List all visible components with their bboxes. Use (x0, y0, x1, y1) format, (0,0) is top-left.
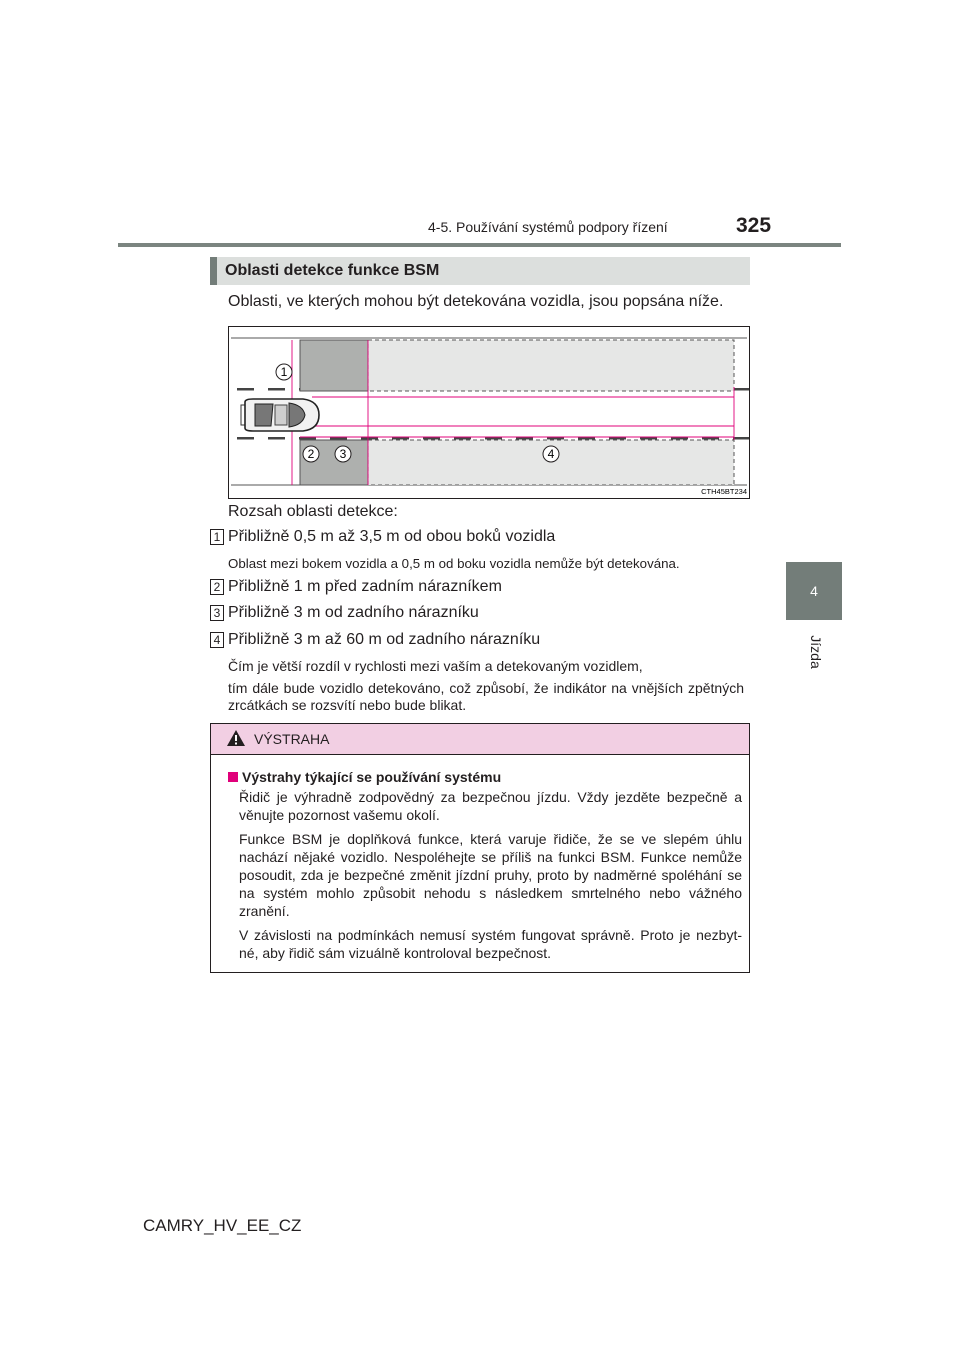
item-number-2: 2 (210, 579, 224, 595)
warning-box (210, 723, 750, 973)
item-number-4: 4 (210, 632, 224, 648)
item-note-4b: tím dále bude vozidlo detekováno, což způsobí, že indikátor na vnějších zpětných zrcátkách se rozsvítí nebo bude blikat. (228, 680, 744, 713)
warning-paragraph-3: V závislosti na podmínkách nemusí systém fungovat správně. Proto je nezbyt-né, aby řidič sám vizuálně kontroloval bezpečnost. (239, 927, 742, 961)
lane-dash (268, 388, 285, 391)
section-title-bar (210, 257, 750, 285)
lane-dash (268, 437, 285, 440)
model-code-footer: CAMRY_HV_EE_CZ (143, 1216, 302, 1235)
figure-code: CTH45BT234 (701, 487, 747, 496)
warning-paragraph-2: Funkce BSM je doplňková funkce, která varuje řidiče, že se ve slepém úhlu nachází nějaké vozidlo. Nespoléhejte se příliš na funkci BSM. Funkce nemůže posoudit, zda je bezpečné změnit jízdní pruhy, proto by nadměrné spoléhání se na systém mohlo způsobit nehodu s následkem smrtelného nebo vážného zranění. (239, 831, 742, 919)
header-rule (118, 243, 841, 247)
zone-near-top (300, 340, 368, 391)
item-text-3: Přibližně 3 m od zadního nárazníku (228, 604, 479, 621)
item-number-1: 1 (210, 529, 224, 545)
page-number: 325 (736, 214, 772, 237)
svg-text:3: 3 (339, 447, 347, 461)
lane-dash (237, 388, 254, 391)
item-text-2: Přibližně 1 m před zadním nárazníkem (228, 578, 502, 595)
detection-area-diagram (229, 327, 749, 498)
car-icon (241, 399, 319, 431)
warning-body (228, 768, 742, 968)
lane-dash (733, 388, 749, 391)
item-note-1: Oblast mezi bokem vozidla a 0,5 m od boku vozidla nemůže být detekována. (228, 556, 680, 571)
svg-text:2: 2 (307, 447, 315, 461)
zone-far-top (368, 340, 734, 391)
callout-2 (303, 446, 319, 462)
lane-dash (237, 437, 254, 440)
callout-3 (335, 446, 351, 462)
chapter-number: 4 (810, 583, 818, 599)
detection-area-figure (228, 326, 750, 499)
item-number-3: 3 (210, 605, 224, 621)
chapter-label: Jízda (808, 635, 824, 669)
item-text-1: Přibližně 0,5 m až 3,5 m od obou boků vozidla (228, 528, 556, 545)
warning-bullet-heading: Výstrahy týkající se používání systému (242, 769, 502, 785)
square-bullet-icon (228, 772, 238, 782)
warning-header (211, 724, 749, 755)
detection-heading: Rozsah oblasti detekce: (228, 503, 398, 520)
warning-bullet (228, 768, 742, 786)
svg-text:1: 1 (280, 365, 288, 379)
item-text-4: Přibližně 3 m až 60 m od zadního nárazníku (228, 631, 541, 648)
warning-title: VÝSTRAHA (254, 731, 330, 747)
item-note-4a: Čím je větší rozdíl v rychlosti mezi vaším a detekovaným vozidlem, (228, 658, 643, 674)
callout-1 (276, 364, 292, 380)
lane-dash (733, 437, 749, 440)
warning-paragraph-1: Řidič je výhradně zodpovědný za bezpečnou jízdu. Vždy jezděte bezpečně a věnujte pozornost vašemu okolí. (239, 789, 742, 823)
section-title: Oblasti detekce funkce BSM (225, 262, 440, 279)
warning-triangle-icon (226, 729, 246, 747)
running-header-section: 4-5. Používání systémů podpory řízení (428, 219, 668, 235)
section-intro: Oblasti, ve kterých mohou být detekována vozidla, jsou popsána níže. (228, 293, 724, 310)
svg-text:4: 4 (547, 447, 555, 461)
callout-4 (543, 446, 559, 462)
